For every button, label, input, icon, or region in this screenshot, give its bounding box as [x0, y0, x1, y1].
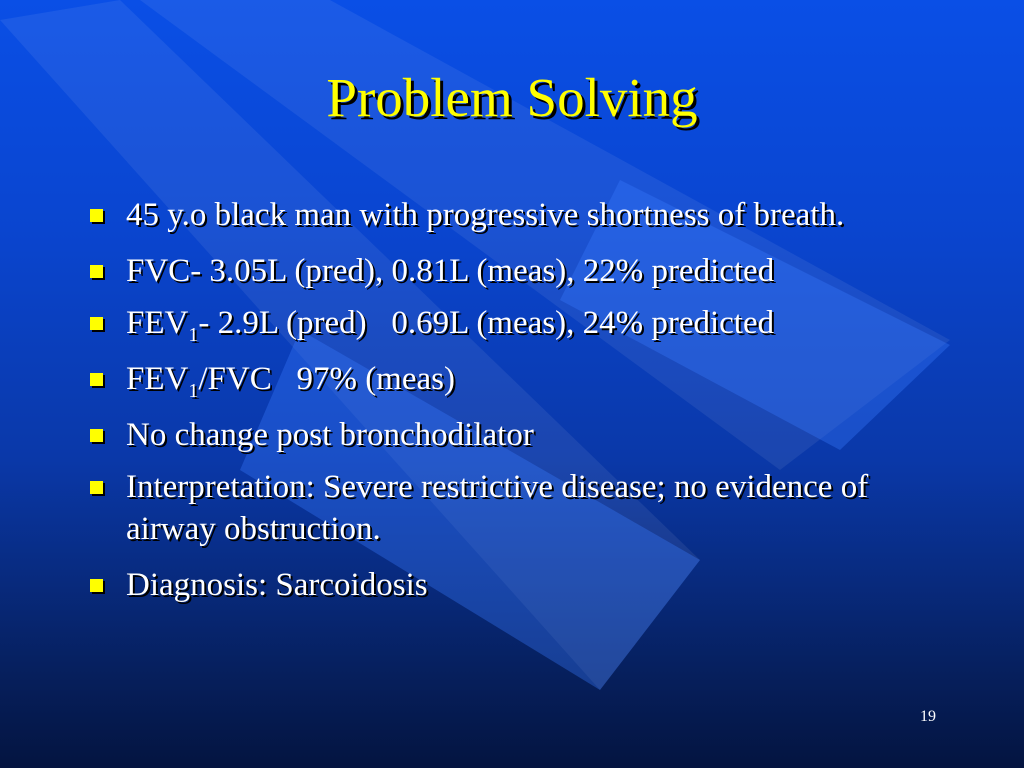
- bullet-item-fev1-fvc: [88, 358, 938, 404]
- bullet-text-suffix: - 2.9L (pred) 0.69L (meas), 24% predicted: [198, 305, 775, 341]
- bullet-text-suffix: /FVC 97% (meas): [198, 361, 455, 397]
- slide-title: Problem Solving: [326, 67, 698, 128]
- bullet-text: No change post bronchodilator: [126, 417, 534, 453]
- bullet-item-fev1: [88, 302, 938, 348]
- bullet-item-interpretation: [88, 466, 938, 550]
- bullet-item-diagnosis: [88, 564, 938, 606]
- subscript: 1: [188, 324, 199, 346]
- square-bullet-icon: [90, 265, 103, 278]
- bullet-text-prefix: FEV: [126, 305, 189, 341]
- square-bullet-icon: [90, 579, 103, 592]
- square-bullet-icon: [90, 429, 103, 442]
- bullet-item-bronchodilator: [88, 414, 938, 456]
- bullet-text: Interpretation: Severe restrictive disease; no evidence of airway obstruction.: [126, 469, 869, 547]
- square-bullet-icon: [90, 209, 103, 222]
- bullet-text: 45 y.o black man with progressive shortness of breath.: [126, 197, 845, 233]
- bullet-list: [88, 194, 938, 620]
- page-number: 19: [920, 708, 936, 725]
- bullet-text: Diagnosis: Sarcoidosis: [126, 567, 428, 603]
- square-bullet-icon: [90, 481, 103, 494]
- subscript: 1: [188, 380, 199, 402]
- square-bullet-icon: [90, 317, 103, 330]
- bullet-item-fvc: [88, 250, 938, 292]
- bullet-text: FVC- 3.05L (pred), 0.81L (meas), 22% predicted: [126, 253, 775, 289]
- bullet-item-patient: [88, 194, 938, 236]
- square-bullet-icon: [90, 373, 103, 386]
- bullet-text-prefix: FEV: [126, 361, 189, 397]
